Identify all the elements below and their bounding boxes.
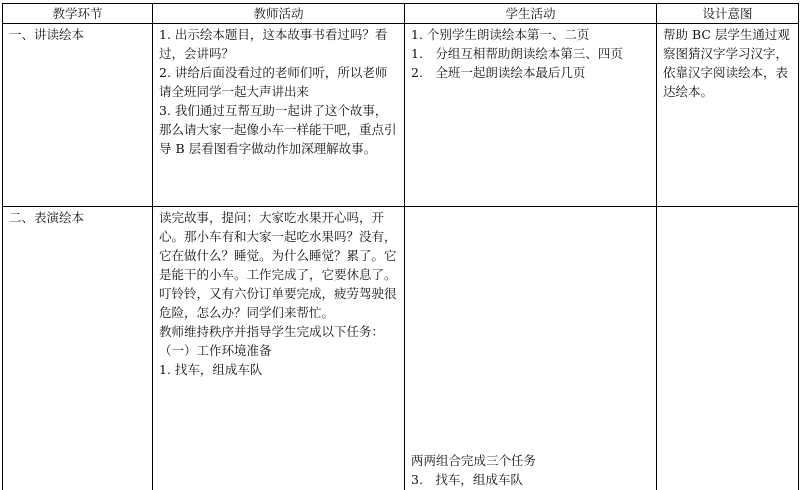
stage-label: 二、表演绘本 xyxy=(9,208,146,227)
stage-cell xyxy=(3,24,153,207)
teacher-step: 教师维持秩序并指导学生完成以下任务： xyxy=(159,322,398,341)
student-activity-cell xyxy=(405,207,657,490)
header-design-intent: 设计意图 xyxy=(657,4,799,24)
header-student-activity: 学生活动 xyxy=(405,4,657,24)
header-stage: 教学环节 xyxy=(3,4,153,24)
table-row xyxy=(3,24,799,207)
table-header-row xyxy=(3,4,799,24)
design-intent-cell xyxy=(657,207,799,490)
design-intent-cell xyxy=(657,24,799,207)
stage-cell xyxy=(3,207,153,490)
lesson-plan-table xyxy=(2,3,799,490)
stage-label: 一、讲读绘本 xyxy=(9,25,146,44)
teacher-step: （一）工作环境准备 xyxy=(159,341,398,360)
table-row xyxy=(3,207,799,490)
teacher-step: 1. 找车，组成车队 xyxy=(159,360,398,379)
student-step: 1. 分组互相帮助朗读绘本第三、四页 xyxy=(411,44,650,63)
student-step: 两两组合完成三个任务 xyxy=(411,451,650,470)
student-step: 2. 全班一起朗读绘本最后几页 xyxy=(411,63,650,82)
student-activity-cell xyxy=(405,24,657,207)
design-intent-text: 帮助 BC 层学生通过观察图猜汉字学习汉字，依靠汉字阅读绘本，表达绘本。 xyxy=(663,25,792,101)
teacher-activity-cell xyxy=(153,207,405,490)
student-cell-spacer xyxy=(411,208,650,451)
teacher-activity-cell xyxy=(153,24,405,207)
teacher-step: 2. 讲给后面没看过的老师们听，所以老师请全班同学一起大声讲出来 xyxy=(159,63,398,101)
student-step: 1. 个别学生朗读绘本第一、二页 xyxy=(411,25,650,44)
teacher-step: 1. 出示绘本题目，这本故事书看过吗？看过，会讲吗？ xyxy=(159,25,398,63)
student-step: 3. 找车，组成车队 xyxy=(411,470,650,489)
teacher-step: 读完故事，提问：大家吃水果开心吗，开心。那小车有和大家一起吃水果吗？没有，它在做什么？睡觉。为什么睡觉？累了。它是能干的小车。工作完成了，它要休息了。叮铃铃，又有六份订单要完成，疲劳驾驶很危险，怎么办？同学们来帮忙。 xyxy=(159,208,398,322)
teacher-step: 3. 我们通过互帮互助一起讲了这个故事，那么请大家一起像小车一样能干吧，重点引导 B 层看图看字做动作加深理解故事。 xyxy=(159,101,398,158)
header-teacher-activity: 教师活动 xyxy=(153,4,405,24)
